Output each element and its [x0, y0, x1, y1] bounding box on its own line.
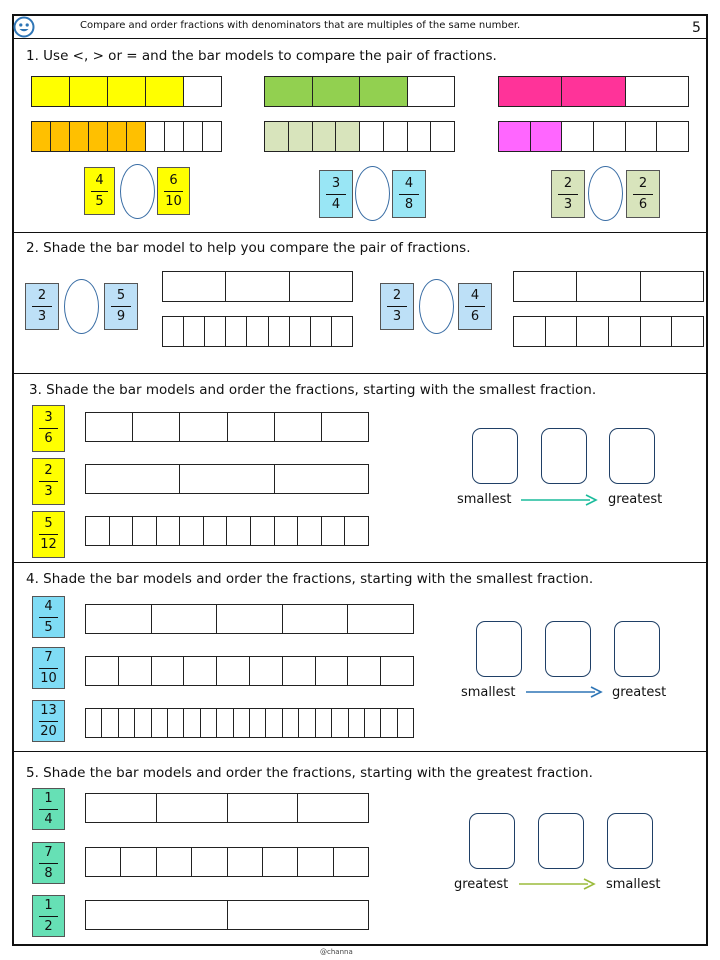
bar-cell[interactable] [345, 517, 368, 545]
bar-cell [32, 122, 51, 151]
bar-cell[interactable] [381, 657, 413, 685]
bar-cell[interactable] [299, 709, 315, 737]
section-divider [14, 751, 708, 752]
order-start-label: smallest [457, 492, 512, 507]
order-answer-box[interactable] [472, 428, 518, 484]
fraction-card: 13 20 [32, 700, 65, 742]
bar-cell[interactable] [180, 465, 274, 493]
bar-cell[interactable] [133, 517, 157, 545]
q3-bar-sixths[interactable] [85, 412, 369, 442]
order-end-label: greatest [608, 492, 663, 507]
q2-bar-sixths[interactable] [513, 316, 704, 347]
question-2-instruction: 2. Shade the bar model to help you compare the pair of fractions. [26, 240, 471, 256]
comparison-oval[interactable] [588, 166, 623, 221]
bar-cell[interactable] [133, 413, 180, 441]
q4-bar-tenths[interactable] [85, 656, 414, 686]
bar-cell [531, 122, 563, 151]
bar-cell[interactable] [577, 272, 640, 301]
order-answer-box[interactable] [607, 813, 653, 869]
bar-cell[interactable] [332, 709, 348, 737]
q1-bar-4-eighths [264, 121, 455, 152]
fraction-card: 2 3 [32, 458, 65, 505]
q1-bar-6-tenths [31, 121, 222, 152]
bar-cell[interactable] [184, 657, 217, 685]
bar-cell[interactable] [251, 517, 275, 545]
bar-cell[interactable] [381, 709, 397, 737]
bar-cell[interactable] [283, 657, 316, 685]
bar-cell [203, 122, 221, 151]
comparison-oval[interactable] [419, 279, 454, 334]
bar-cell[interactable] [290, 272, 352, 301]
bar-cell[interactable] [102, 709, 118, 737]
page-number: 5 [692, 20, 701, 36]
bar-cell[interactable] [275, 465, 368, 493]
q2-bar-ninths[interactable] [162, 316, 353, 347]
order-end-label: greatest [612, 685, 667, 700]
bar-cell [499, 77, 562, 106]
bar-cell [146, 122, 165, 151]
order-start-label: greatest [454, 877, 509, 892]
fraction-card: 1 2 [32, 895, 65, 937]
bar-cell [265, 77, 313, 106]
bar-cell[interactable] [514, 317, 546, 346]
q5-bar-eighths[interactable] [85, 847, 369, 877]
section-divider [14, 232, 708, 233]
question-3-instruction: 3. Shade the bar models and order the fractions, starting with the smallest fraction. [29, 382, 597, 398]
bar-cell [184, 77, 221, 106]
bar-cell[interactable] [322, 413, 368, 441]
bar-cell[interactable] [298, 517, 322, 545]
bar-cell[interactable] [269, 317, 290, 346]
fraction-card: 3 4 [319, 170, 353, 218]
bar-cell[interactable] [86, 605, 152, 633]
order-start-label: smallest [461, 685, 516, 700]
bar-cell[interactable] [86, 657, 119, 685]
q2-bar-thirds[interactable] [162, 271, 353, 302]
bar-cell[interactable] [86, 794, 157, 822]
bar-cell[interactable] [86, 901, 228, 929]
comparison-oval[interactable] [120, 164, 155, 219]
bar-cell[interactable] [250, 657, 283, 685]
bar-cell[interactable] [641, 272, 703, 301]
bar-cell[interactable] [228, 848, 263, 876]
bar-cell[interactable] [168, 709, 184, 737]
order-answer-box[interactable] [476, 621, 522, 677]
bar-cell[interactable] [180, 413, 227, 441]
comparison-oval[interactable] [64, 279, 99, 334]
q5-bar-halves[interactable] [85, 900, 369, 930]
bar-cell[interactable] [227, 517, 251, 545]
order-answer-box[interactable] [609, 428, 655, 484]
bar-cell[interactable] [283, 605, 349, 633]
bar-cell [408, 77, 455, 106]
bar-cell[interactable] [152, 657, 185, 685]
bar-cell[interactable] [163, 317, 184, 346]
bar-cell [289, 122, 313, 151]
bar-cell [89, 122, 108, 151]
bar-cell [657, 122, 688, 151]
fraction-card: 2 3 [380, 283, 414, 330]
bar-cell[interactable] [250, 709, 266, 737]
fraction-card: 4 5 [32, 596, 65, 638]
bar-cell [108, 122, 127, 151]
bar-cell[interactable] [86, 848, 121, 876]
fraction-card: 4 8 [392, 170, 426, 218]
section-divider [14, 562, 708, 563]
section-divider [14, 373, 708, 374]
bar-cell[interactable] [348, 657, 381, 685]
bar-cell[interactable] [228, 901, 369, 929]
bar-cell[interactable] [290, 317, 311, 346]
q3-bar-twelfths[interactable] [85, 516, 369, 546]
bar-cell[interactable] [298, 848, 333, 876]
bar-cell[interactable] [316, 709, 332, 737]
bar-cell[interactable] [217, 709, 233, 737]
question-1-instruction: 1. Use <, > or = and the bar models to compare the pair of fractions. [26, 48, 497, 64]
bar-cell [51, 122, 70, 151]
bar-cell[interactable] [86, 517, 110, 545]
question-5-instruction: 5. Shade the bar models and order the fractions, starting with the greatest fraction. [26, 765, 593, 781]
bar-cell [408, 122, 432, 151]
bar-cell[interactable] [577, 317, 609, 346]
bar-cell[interactable] [201, 709, 217, 737]
bar-cell [265, 122, 289, 151]
bar-cell[interactable] [311, 317, 332, 346]
bar-cell[interactable] [192, 848, 227, 876]
fraction-card: 7 8 [32, 842, 65, 884]
bar-cell[interactable] [184, 317, 205, 346]
bar-cell[interactable] [204, 517, 228, 545]
q1-bar-4-fifths [31, 76, 222, 107]
fraction-card: 4 5 [84, 167, 115, 215]
q1-bar-3-quarters [264, 76, 455, 107]
fraction-card: 2 3 [25, 283, 59, 330]
fraction-card: 2 6 [626, 170, 660, 218]
bar-cell[interactable] [217, 605, 283, 633]
bar-cell[interactable] [226, 317, 247, 346]
q2-bar-thirds[interactable] [513, 271, 704, 302]
bar-cell[interactable] [332, 317, 352, 346]
bar-cell[interactable] [641, 317, 673, 346]
bar-cell [431, 122, 454, 151]
bar-cell[interactable] [322, 517, 346, 545]
bar-cell[interactable] [266, 709, 282, 737]
bar-cell [360, 122, 384, 151]
bar-cell [562, 122, 594, 151]
bar-cell[interactable] [349, 709, 365, 737]
bar-cell [562, 77, 625, 106]
bar-cell[interactable] [152, 605, 218, 633]
bar-cell[interactable] [205, 317, 226, 346]
bar-cell[interactable] [157, 794, 228, 822]
bar-cell[interactable] [365, 709, 381, 737]
bar-cell[interactable] [334, 848, 368, 876]
bar-cell [499, 122, 531, 151]
order-answer-box[interactable] [614, 621, 660, 677]
bar-cell [313, 122, 337, 151]
header-divider [12, 38, 708, 39]
order-answer-box[interactable] [541, 428, 587, 484]
bar-cell [626, 122, 658, 151]
bar-cell [360, 77, 408, 106]
bar-cell[interactable] [86, 413, 133, 441]
bar-cell[interactable] [247, 317, 268, 346]
order-end-label: smallest [606, 877, 661, 892]
fraction-card: 5 9 [104, 283, 138, 330]
footer-credit: @channa [320, 948, 353, 956]
bar-cell[interactable] [263, 848, 298, 876]
bar-cell[interactable] [217, 657, 250, 685]
bar-cell [32, 77, 70, 106]
bar-cell[interactable] [283, 709, 299, 737]
q4-bar-twentieths[interactable] [85, 708, 414, 738]
bar-cell [127, 122, 146, 151]
bar-cell [165, 122, 184, 151]
bar-cell[interactable] [228, 794, 299, 822]
bar-cell[interactable] [398, 709, 413, 737]
bar-cell[interactable] [119, 709, 135, 737]
bar-cell[interactable] [546, 317, 578, 346]
bar-cell[interactable] [119, 657, 152, 685]
q1-bar-2-sixths [498, 121, 689, 152]
bar-cell [313, 77, 361, 106]
bar-cell[interactable] [157, 848, 192, 876]
bar-cell [336, 122, 360, 151]
bar-cell [626, 77, 688, 106]
bar-cell [384, 122, 408, 151]
q1-bar-2-thirds [498, 76, 689, 107]
bar-cell[interactable] [672, 317, 703, 346]
arrow-right-icon [525, 685, 605, 699]
q5-bar-quarters[interactable] [85, 793, 369, 823]
bar-cell[interactable] [316, 657, 349, 685]
bar-cell[interactable] [86, 465, 180, 493]
fraction-card: 7 10 [32, 647, 65, 689]
order-answer-box[interactable] [538, 813, 584, 869]
arrow-right-icon [520, 493, 600, 507]
bar-cell[interactable] [228, 413, 275, 441]
bar-cell[interactable] [275, 413, 322, 441]
bar-cell[interactable] [348, 605, 413, 633]
bar-cell[interactable] [275, 517, 299, 545]
bar-cell[interactable] [110, 517, 134, 545]
fraction-card: 2 3 [551, 170, 585, 218]
bar-cell[interactable] [163, 272, 226, 301]
fraction-card: 3 6 [32, 405, 65, 452]
bar-cell[interactable] [180, 517, 204, 545]
bar-cell [108, 77, 146, 106]
bar-cell[interactable] [121, 848, 156, 876]
fraction-card: 5 12 [32, 511, 65, 558]
bar-cell [146, 77, 184, 106]
q4-bar-fifths[interactable] [85, 604, 414, 634]
bar-cell[interactable] [157, 517, 181, 545]
bar-cell [594, 122, 626, 151]
arrow-right-icon [518, 877, 598, 891]
bar-cell[interactable] [609, 317, 641, 346]
question-4-instruction: 4. Shade the bar models and order the fractions, starting with the smallest fraction. [26, 571, 594, 587]
order-answer-box[interactable] [469, 813, 515, 869]
bar-cell [70, 77, 108, 106]
q3-bar-thirds[interactable] [85, 464, 369, 494]
comparison-oval[interactable] [355, 166, 390, 221]
fraction-card: 6 10 [157, 167, 190, 215]
bar-cell[interactable] [298, 794, 368, 822]
fraction-card: 1 4 [32, 788, 65, 830]
smiley-face-icon [13, 16, 35, 38]
bar-cell[interactable] [184, 709, 200, 737]
bar-cell[interactable] [226, 272, 289, 301]
bar-cell[interactable] [152, 709, 168, 737]
bar-cell [70, 122, 89, 151]
bar-cell[interactable] [234, 709, 250, 737]
bar-cell[interactable] [86, 709, 102, 737]
order-answer-box[interactable] [545, 621, 591, 677]
worksheet-title: Compare and order fractions with denominators that are multiples of the same number. [80, 20, 521, 31]
bar-cell[interactable] [514, 272, 577, 301]
bar-cell [184, 122, 203, 151]
bar-cell[interactable] [135, 709, 151, 737]
fraction-card: 4 6 [458, 283, 492, 330]
